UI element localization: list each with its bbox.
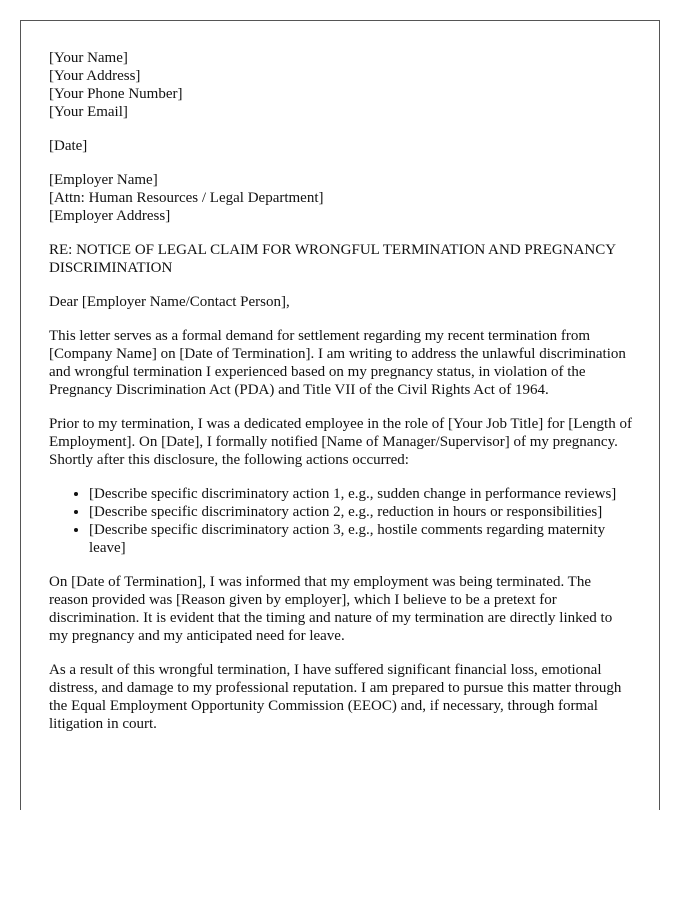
sender-phone: [Your Phone Number] [49, 86, 183, 102]
list-item: • [Describe specific discriminatory action 1, e.g., sudden change in performance reviews] [89, 485, 633, 503]
list-item: • [Describe specific discriminatory action 2, e.g., reduction in hours or responsibilities] [89, 503, 633, 521]
list-item: • [Describe specific discriminatory action 3, e.g., hostile comments regarding maternity leave] [89, 521, 633, 557]
recipient-block [49, 171, 633, 225]
sender-email: [Your Email] [49, 104, 128, 120]
letter-date: [Date] [49, 138, 88, 154]
sender-block [49, 49, 633, 121]
sender-address: [Your Address] [49, 68, 141, 84]
paragraph-background: Prior to my termination, I was a dedicated employee in the role of [Your Job Title] for [Length of Employment]. On [Date], I formally notified [Name of Manager/Supervisor] of my pregnancy. Shortly after this disclosure, the following actions occurred: [49, 416, 632, 468]
paragraph-intro: This letter serves as a formal demand for settlement regarding my recent termination from [Company Name] on [Date of Termination]. I am writing to address the unlawful discrimination and wrongful termination I experienced based on my pregnancy status, in violation of the Pregnancy Discrimination Act (PDA) and Title VII of the Civil Rights Act of 1964. [49, 328, 626, 398]
salutation: Dear [Employer Name/Contact Person], [49, 294, 290, 310]
recipient-name: [Employer Name] [49, 172, 158, 188]
paragraph-damages: As a result of this wrongful termination, I have suffered significant financial loss, emotional distress, and damage to my professional reputation. I am prepared to pursue this matter through the Equal Employment Opportunity Commission (EEOC) and, if necessary, through formal litigation in court. [49, 662, 622, 732]
recipient-address: [Employer Address] [49, 208, 171, 224]
sender-name: [Your Name] [49, 50, 128, 66]
discriminatory-actions-list [49, 485, 633, 557]
recipient-attn: [Attn: Human Resources / Legal Department] [49, 190, 324, 206]
letter-content [49, 49, 633, 749]
letter-page [20, 20, 660, 810]
subject-line: RE: NOTICE OF LEGAL CLAIM FOR WRONGFUL TERMINATION AND PREGNANCY DISCRIMINATION [49, 242, 616, 276]
date-block [49, 137, 633, 155]
paragraph-termination: On [Date of Termination], I was informed that my employment was being terminated. The reason provided was [Reason given by employer], which I believe to be a pretext for discrimination. It is evident that the timing and nature of my termination are directly linked to my pregnancy and my anticipated need for leave. [49, 574, 613, 644]
